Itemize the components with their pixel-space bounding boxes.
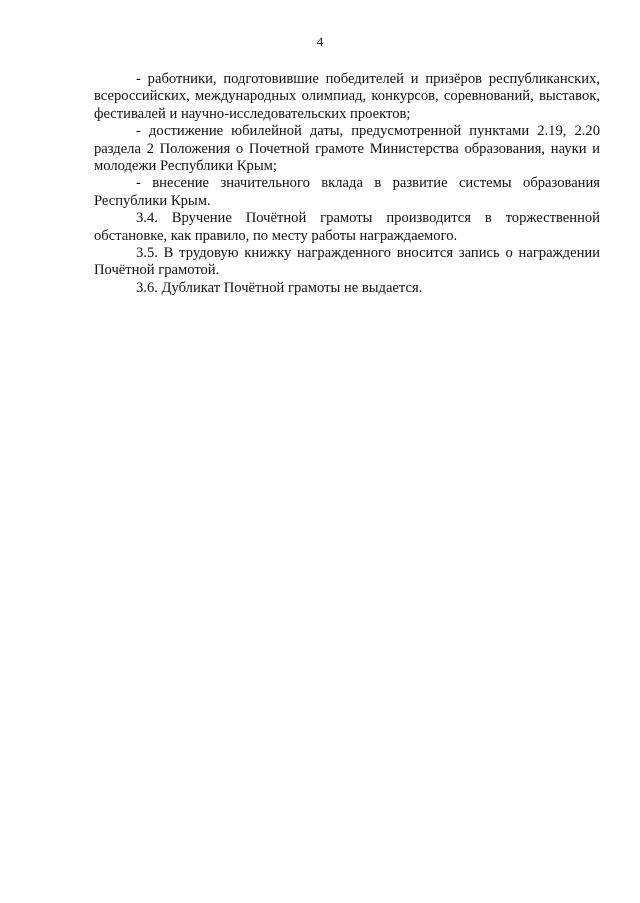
paragraph-section-3-6: 3.6. Дубликат Почётной грамоты не выдается. — [136, 279, 423, 296]
page-number: 4 — [316, 34, 324, 49]
paragraph-anniversary-date: - достижение юбилейной даты, предусмотренной пунктами 2.19, 2.20 раздела 2 Положения о Почетной грамоте Министерства образования, науки и молодежи Республики Крым; — [94, 123, 600, 175]
paragraph-section-3-5: 3.5. В трудовую книжку награжденного вносится запись о награждении Почётной грамотой. — [94, 245, 600, 279]
paragraph-section-3-4: 3.4. Вручение Почётной грамоты производится в торжественной обстановке, как правило, по месту работы награждаемого. — [94, 210, 600, 244]
paragraph-significant-contribution: - внесение значительного вклада в развитие системы образования Республики Крым. — [94, 175, 600, 209]
paragraph-awardees-trainers: - работники, подготовившие победителей и призёров республиканских, всероссийских, международных олимпиад, конкурсов, соревнований, выставок, фестивалей и научно-исследовательских проектов; — [94, 71, 600, 122]
document-body — [94, 71, 600, 297]
